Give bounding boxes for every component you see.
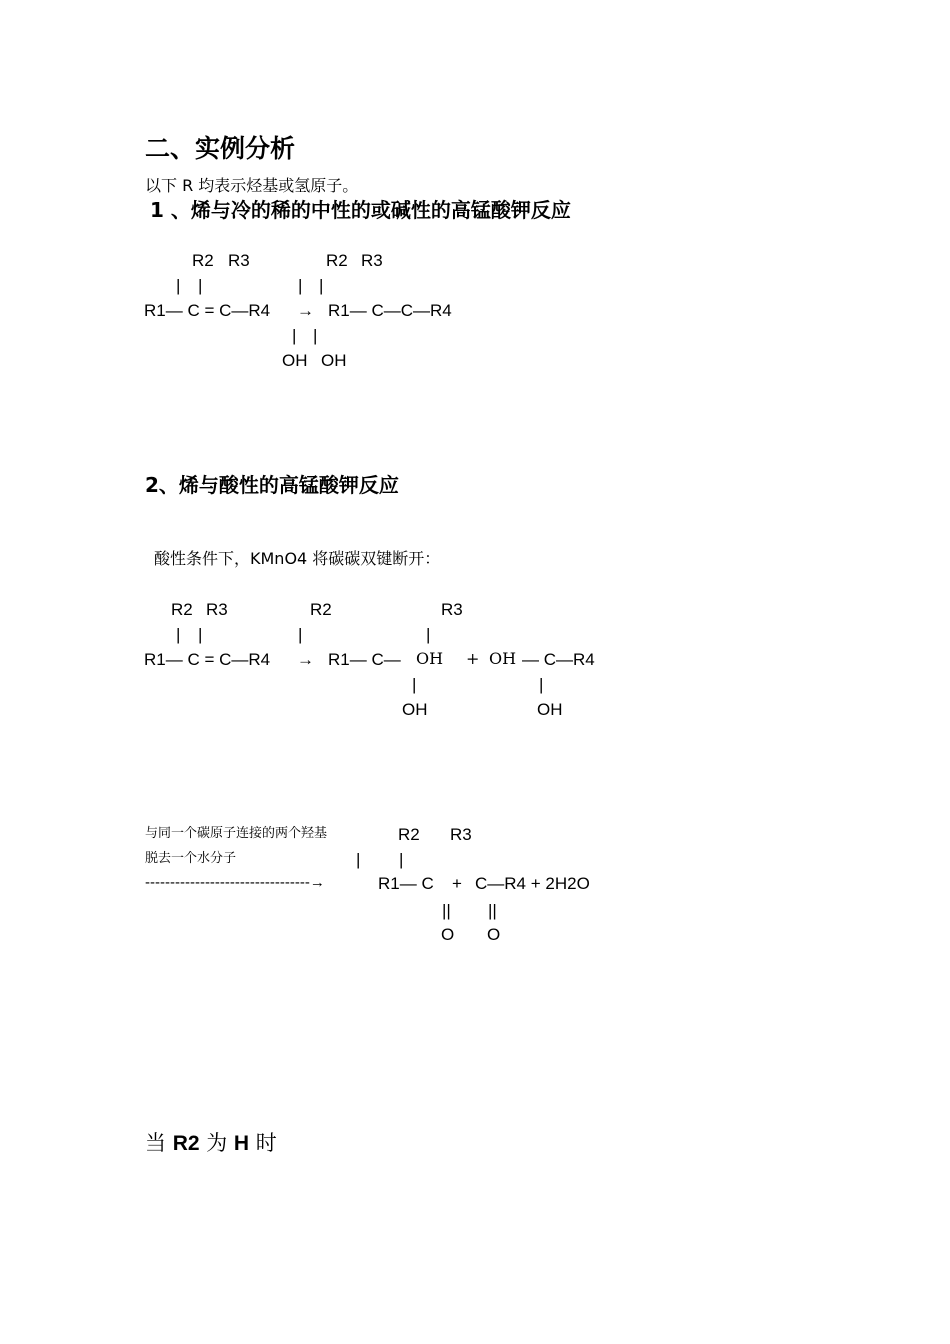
footer-heading-r2: R2 — [172, 1132, 200, 1155]
dh-r2: R2 — [398, 825, 420, 844]
ex2-bond-4: | — [426, 625, 431, 644]
section-title: 二、实例分析 — [145, 134, 296, 163]
ex1-bond-6: | — [313, 326, 318, 345]
ex2-bond-2: | — [198, 625, 203, 644]
dh-r3: R3 — [450, 825, 472, 844]
ex2-oh-2: OH — [537, 700, 563, 719]
example1-heading: 1 、烯与冷的稀的中性的或碱性的高锰酸钾反应 — [150, 198, 571, 222]
ex2-product1: R1— C— — [328, 650, 401, 669]
footer-heading-mid: 为 — [199, 1131, 234, 1155]
dh-plus: + — [452, 874, 462, 893]
ex1-r2-right: R2 — [326, 251, 348, 270]
ex2-bond-3: | — [298, 625, 303, 644]
dehydration-note-1: 与同一个碳原子连接的两个羟基 — [145, 826, 328, 841]
ex2-plus: + — [466, 649, 480, 668]
ex1-product: R1— C—C—R4 — [328, 301, 452, 320]
dh-product-b: C—R4 + 2H2O — [475, 874, 590, 893]
ex1-bond-3: | — [298, 276, 303, 295]
ex1-bond-4: | — [319, 276, 324, 295]
ex1-bond-1: | — [176, 276, 181, 295]
ex2-r3-left: R3 — [206, 600, 228, 619]
ex2-bond-1: | — [176, 625, 181, 644]
ex2-r2-right: R2 — [310, 600, 332, 619]
dh-arrow-line: ---------------------------------→ — [145, 874, 325, 891]
ex2-bond-6: | — [539, 675, 544, 694]
ex2-product2: — C—R4 — [522, 650, 595, 669]
example2-condition: 酸性条件下，KMnO4 将碳碳双键断开： — [154, 549, 441, 568]
ex1-oh-1: OH — [282, 351, 308, 370]
ex1-r3-left: R3 — [228, 251, 250, 270]
footer-heading-h: H — [233, 1132, 250, 1155]
footer-heading — [145, 1133, 277, 1154]
ex2-product2-oh: OH — [489, 649, 517, 668]
example2-heading: 2、烯与酸性的高锰酸钾反应 — [145, 473, 399, 497]
ex2-product1-oh: OH — [416, 649, 444, 668]
ex1-bond-5: | — [292, 326, 297, 345]
ex1-reactant: R1— C = C—R4 — [144, 301, 271, 320]
footer-heading-post: 时 — [249, 1131, 277, 1155]
ex1-oh-2: OH — [321, 351, 347, 370]
dh-double-bond-2: || — [488, 901, 497, 920]
ex1-r3-right: R3 — [361, 251, 383, 270]
dh-bond-1: | — [356, 850, 361, 869]
footer-heading-pre: 当 — [145, 1131, 173, 1155]
ex2-oh-1: OH — [402, 700, 428, 719]
dh-double-bond-1: || — [442, 901, 451, 920]
ex2-bond-5: | — [412, 675, 417, 694]
dh-product-a: R1— C — [378, 874, 434, 893]
ex1-arrow: → — [297, 301, 314, 320]
ex2-arrow: → — [297, 650, 314, 669]
ex2-reactant: R1— C = C—R4 — [144, 650, 271, 669]
dh-oxygen-1: O — [441, 925, 455, 944]
dehydration-note-2: 脱去一个水分子 — [145, 851, 237, 866]
ex2-r3-right: R3 — [441, 600, 463, 619]
ex1-bond-2: | — [198, 276, 203, 295]
ex1-r2-left: R2 — [192, 251, 214, 270]
intro-text: 以下 R 均表示烃基或氢原子。 — [145, 176, 359, 195]
dh-oxygen-2: O — [487, 925, 501, 944]
dh-bond-2: | — [399, 850, 404, 869]
ex2-r2-left: R2 — [171, 600, 193, 619]
